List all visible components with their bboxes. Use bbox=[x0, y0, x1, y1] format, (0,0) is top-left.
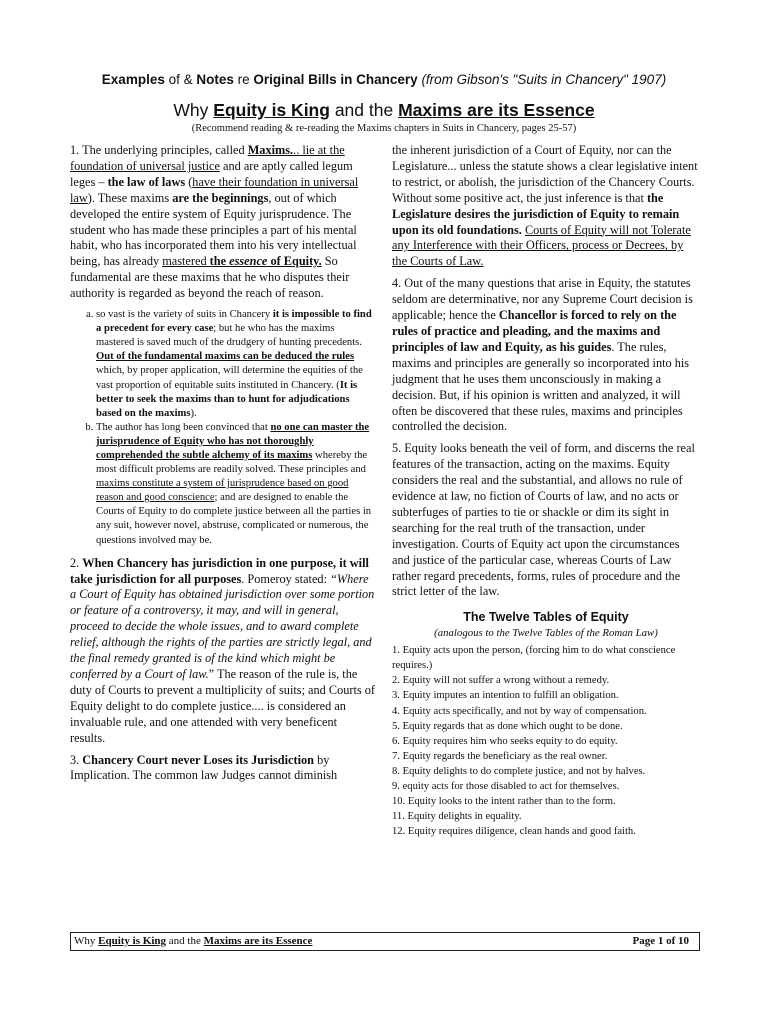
maxim-item: 2. Equity will not suffer a wrong without a remedy. bbox=[392, 675, 610, 687]
sublist-item-a bbox=[96, 308, 375, 421]
document-header bbox=[0, 72, 768, 87]
maxim-item: 3. Equity imputes an intention to fulfill an obligation. bbox=[392, 690, 619, 702]
text-run: maxims constitute a system of jurisprudence based on good reason and good conscience bbox=[96, 478, 349, 504]
text-run: Chancellor is forced to rely on the rules of practice and pleading, and the maxims and principles of law and Equity, as his guides bbox=[392, 308, 677, 354]
maxim-item: 1. Equity acts upon the person, (forcing him to do what conscience requires.) bbox=[392, 645, 676, 672]
text-run: 5. Equity looks beneath the veil of form, and discerns the real features of the transaction, acting on the maxims. Equity considers the real and the substantial, and allows no rule of evidence at law, no fiction of Courts of law, and no acts or subterfuges of parties to tie or shackle or dim its sight in searching for the real truth of the transaction, under investigation. Courts of Equity act upon the circumstances and justice of the particular case, whereas Courts of Law rather regard precedents, forms, rules of procedure and the strict letter of the law. bbox=[392, 441, 695, 599]
text-run: the inherent jurisdiction of a Court of Equity, nor can the Legislature... unless the statute shows a clear legislative intent to restrict, or abolish, the jurisdiction of the Chancery Courts. Without some positive act, the just inference is that bbox=[392, 143, 698, 205]
text-run: of Equity. bbox=[267, 254, 322, 269]
paragraph-1-sublist bbox=[70, 308, 375, 548]
title-and-the: and the bbox=[329, 100, 399, 120]
text-run: so vast is the variety of suits in Chancery bbox=[96, 309, 273, 321]
document-title bbox=[0, 100, 768, 121]
text-run: mastered bbox=[162, 254, 210, 269]
twelve-tables-list bbox=[392, 643, 700, 839]
text-run: essence bbox=[229, 254, 268, 269]
header-original-bills: Original Bills in Chancery bbox=[253, 72, 418, 87]
footer-and-the: and the bbox=[166, 935, 204, 947]
paragraph-1 bbox=[70, 143, 375, 302]
header-notes: Notes bbox=[196, 72, 234, 87]
header-of-and: of & bbox=[164, 72, 197, 87]
text-run: which, by proper application, will determine the equities of the vast proportion of equitable suits instituted in Chancery. ( bbox=[96, 365, 363, 391]
text-run: the Legislature desires the jurisdiction of Equity to remain upon its old foundations. bbox=[392, 190, 680, 237]
header-source: (from Gibson's "Suits in Chancery" 1907) bbox=[417, 72, 667, 87]
text-run: no one can master the jurisprudence of Equity who has not thoroughly comprehended the subtle alchemy of its maxims bbox=[96, 421, 370, 461]
text-run: . Pomeroy stated: bbox=[241, 571, 331, 586]
paragraph-3 bbox=[70, 753, 375, 785]
paragraph-5 bbox=[392, 441, 700, 600]
text-run: Chancery Court never Loses its Jurisdiction bbox=[82, 752, 314, 767]
text-run: . The rules, maxims and principles are generally so incorporated into his judgment that he uses them unconsciously in making a decision. But, if his opinion is written and analyzed, it will often be discovered that these rules, maxims and principles controlled the decision. bbox=[392, 339, 690, 434]
maxim-item: 11. Equity delights in equality. bbox=[392, 811, 522, 823]
text-run: 2. bbox=[70, 555, 83, 570]
text-run: 1. The underlying principles, called bbox=[70, 143, 248, 157]
document-subtitle: (Recommend reading & re-reading the Maxims chapters in Suits in Chancery, pages 25-57) bbox=[191, 123, 577, 134]
maxim-item: 6. Equity requires him who seeks equity to do equity. bbox=[392, 735, 618, 747]
text-run: and are aptly called legum leges – bbox=[70, 158, 353, 189]
footer-maxims-essence: Maxims are its Essence bbox=[203, 935, 313, 947]
text-run: , out of which developed the entire system of Equity jurisprudence. The student who has made these principles a part of his mental habit, who has incorporated them into his very intellectual being, has already bbox=[70, 190, 357, 269]
text-run: whereby the most difficult problems are readily solved. These principles and bbox=[96, 450, 368, 476]
header-examples: Examples bbox=[101, 72, 165, 87]
text-run: So fundamental are these maxims that he who disputes their authority is regarded as beyond the reach of reason. bbox=[70, 254, 350, 301]
text-run: “Where a Court of Equity has obtained jurisdiction over some portion or feature of a controversy, it may, and will in general, proceed to decide the whole issues, and to award complete relief, although the rights of the parties are strictly legal, and the final remedy granted is of the kind which might be conferred by a Court of law. bbox=[70, 571, 375, 681]
text-run: ). These maxims bbox=[87, 190, 173, 205]
text-run: by Implication. The common law Judges cannot diminish bbox=[70, 752, 338, 783]
text-run: it is impossible to find a precedent for every case bbox=[96, 309, 372, 335]
right-column bbox=[392, 143, 700, 839]
text-run: Courts of Equity will not Tolerate any Interference with their Officers, process or Decrees, by the Courts of Law. bbox=[392, 222, 691, 269]
text-run: Out of the fundamental maxims can be deduced the rules bbox=[96, 351, 355, 363]
maxim-item: 4. Equity acts specifically, and not by way of compensation. bbox=[392, 705, 647, 717]
text-run: It is better to seek the maxims than to hunt for adjudications based on the maxims bbox=[96, 379, 358, 419]
text-run: the bbox=[209, 254, 230, 269]
text-run: have their foundation in universal law bbox=[70, 174, 359, 205]
title-maxims-essence: Maxims are its Essence bbox=[398, 100, 595, 120]
twelve-tables-title: The Twelve Tables of Equity bbox=[463, 610, 629, 625]
maxim-item: 8. Equity delights to do complete justice, and not by halves. bbox=[392, 765, 646, 777]
paragraph-3-continued bbox=[392, 143, 700, 270]
title-why: Why bbox=[173, 100, 214, 120]
text-run: 3. bbox=[70, 752, 83, 767]
text-run: the foundation of universal justice bbox=[70, 143, 345, 173]
title-equity-is-king: Equity is King bbox=[213, 100, 330, 120]
left-column bbox=[70, 143, 375, 790]
text-run: ” The reason of the rule is, the duty of Courts to prevent a multiplicity of suits; and Courts of Equity delight to do complete justice.... is considered an invaluable rule, and one attended with very beneficent results. bbox=[70, 667, 376, 745]
page-number: Page 1 of 10 bbox=[632, 935, 689, 947]
text-run: ( bbox=[185, 174, 193, 189]
maxim-item: 12. Equity requires diligence, clean hands and good faith. bbox=[392, 826, 636, 838]
sublist-item-b bbox=[96, 421, 375, 548]
text-run: the law of laws bbox=[107, 174, 186, 189]
text-run: ). bbox=[190, 407, 197, 419]
maxim-item: 7. Equity regards the beneficiary as the real owner. bbox=[392, 750, 608, 762]
maxim-item: 10. Equity looks to the intent rather than to the form. bbox=[392, 796, 616, 808]
text-run: .. lie at bbox=[293, 143, 330, 157]
footer-why: Why bbox=[74, 935, 99, 947]
text-run: The author has long been convinced that bbox=[96, 421, 271, 433]
maxim-item: 9. equity acts for those disabled to act for themselves. bbox=[392, 781, 620, 793]
paragraph-4 bbox=[392, 276, 700, 435]
text-run: are the beginnings bbox=[172, 190, 269, 205]
footer-title bbox=[74, 933, 312, 950]
text-run: When Chancery has jurisdiction in one purpose, it will take jurisdiction for all purposes bbox=[70, 555, 369, 586]
header-re: re bbox=[233, 72, 254, 87]
text-run: ; but he who has the maxims mastered is saved much of the drudgery of hunting precedents. bbox=[96, 323, 362, 349]
text-run: Maxims. bbox=[247, 143, 294, 157]
paragraph-2 bbox=[70, 556, 375, 747]
twelve-tables-subtitle: (analogous to the Twelve Tables of the Roman Law) bbox=[434, 627, 658, 640]
text-run: 4. Out of the many questions that arise in Equity, the statutes seldom are determinative, nor any Supreme Court decision is applicable; hence the bbox=[392, 276, 693, 323]
page-footer bbox=[70, 932, 700, 951]
text-run: ; and are designed to enable the Courts of Equity to do complete justice between all the parties in any suit, however novel, abstruse, complicated or numerous, the questions involved may be. bbox=[96, 492, 372, 546]
maxim-item: 5. Equity regards that as done which ought to be done. bbox=[392, 720, 623, 732]
footer-equity-is-king: Equity is King bbox=[98, 935, 166, 947]
